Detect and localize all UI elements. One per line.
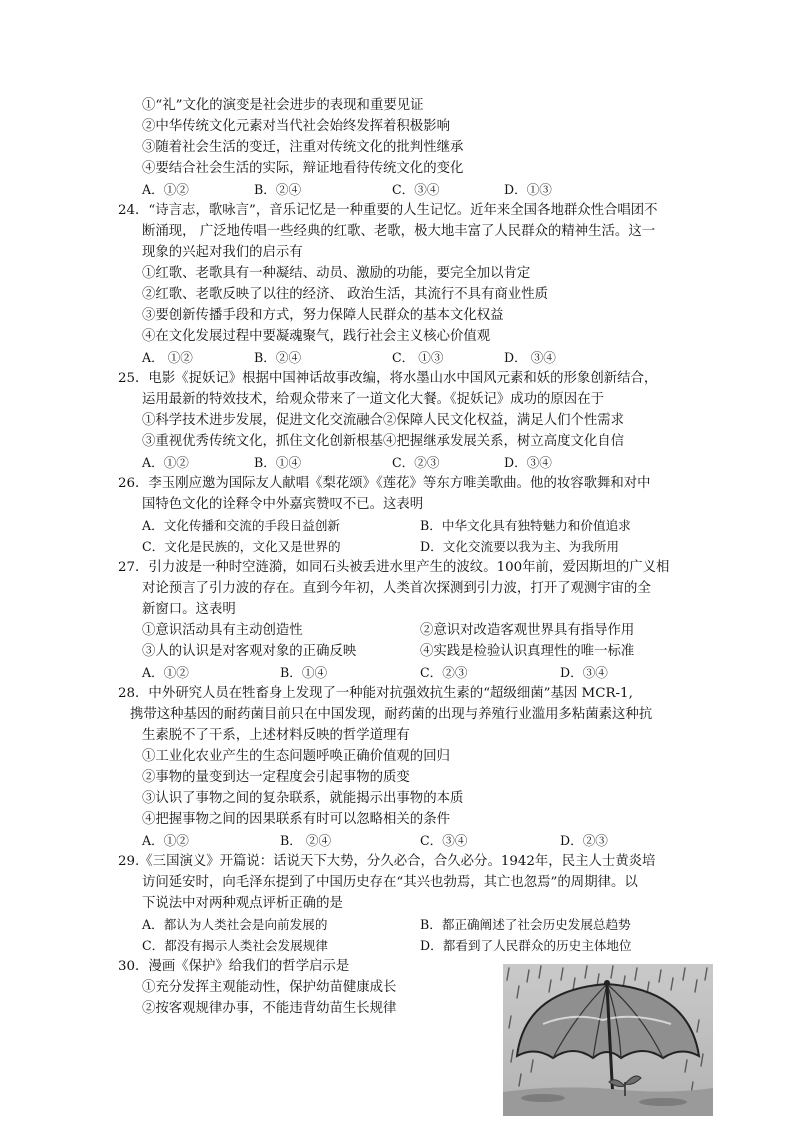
q23-option-c: C．③④ [392,182,440,197]
q25-option-b: B．①④ [254,455,302,470]
q27-option-d: D．③④ [560,665,608,680]
q23-option-b: B．②④ [254,182,302,197]
q29-option-b: B．都正确阐述了社会历史发展总趋势 [420,917,631,932]
q25-option-c: C．②③ [392,455,440,470]
q27-stem-line-1: 27．引力波是一种时空涟漪，如同石头被丢进水里产生的波纹。100年前，爱因斯坦的广义相 [118,560,670,575]
q24-stem-line-2: 断涌现， 广泛地传唱一些经典的红歌、老歌，极大地丰富了人民群众的精神生活。这一 [142,224,656,239]
q24-stem-line-3: 现象的兴起对我们的启示有 [142,245,303,260]
ground [503,1087,713,1116]
q29-stem-line-2: 访问延安时，向毛泽东提到了中国历史存在“其兴也勃焉，其亡也忽焉”的周期律。以 [142,875,638,890]
q30-statement-2: ②按客观规律办事，不能违背幼苗生长规律 [142,1001,397,1016]
q27-statement-2: ②意识对改造客观世界具有指导作用 [420,623,635,638]
q29-stem-line-1: 29.《三国演义》开篇说：话说天下大势，分久必合，合久必分。1942年，民主人士黄炎培 [118,854,656,869]
q30-statement-1: ①充分发挥主观能动性，保护幼苗健康成长 [142,980,397,995]
q23-option-a: A．①② [142,182,189,197]
q27-stem-line-2: 对论预言了引力波的存在。直到今年初，人类首次探测到引力波，打开了观测宇宙的全 [142,581,651,596]
q28-option-d: D．②③ [560,833,608,848]
umbrella-cartoon-image [503,964,713,1116]
q28-statement-3: ③认识了事物之间的复杂联系，就能揭示出事物的本质 [142,791,464,806]
q29-option-d: D．都看到了人民群众的历史主体地位 [420,938,632,953]
q24-option-c: C． ①③ [392,350,444,365]
q28-stem-line-1: 28．中外研究人员在牲畜身上发现了一种能对抗强效抗生素的“超级细菌”基因 MCR-1, [118,686,633,701]
q27-statement-4: ④实践是检验认识真理性的唯一标准 [420,644,635,659]
q23-statement-3: ③随着社会生活的变迁，注重对传统文化的批判性继承 [142,140,464,155]
q29-option-c: C．都没有揭示人类社会发展规律 [142,938,328,953]
q25-statements-3-4: ③重视优秀传统文化，抓住文化创新根基④把握继承发展关系，树立高度文化自信 [142,434,625,449]
q28-option-a: A．①② [142,833,189,848]
q24-statement-2: ②红歌、老歌反映了以往的经济、 政治生活，其流行不具有商业性质 [142,287,548,302]
q23-option-d: D．①③ [504,182,552,197]
q25-stem-line-1: 25．电影《捉妖记》根据中国神话故事改编，将水墨山水中国风元素和妖的形象创新结合， [118,371,658,386]
q28-stem-line-3: 生素脱不了干系，上述材料反映的哲学道理有 [142,728,410,743]
q29-stem-line-3: 下说法中对两种观点评析正确的是 [142,896,343,911]
q25-option-a: A．①② [142,455,189,470]
q23-statement-4: ④要结合社会生活的实际，辩证地看待传统文化的变化 [142,161,464,176]
q27-stem-line-3: 新窗口。这表明 [142,602,236,617]
q26-option-b: B．中华文化具有独特魅力和价值追求 [420,518,631,533]
q29-option-a: A．都认为人类社会是向前发展的 [142,917,328,932]
q25-option-d: D．③④ [504,455,552,470]
q24-stem-line-1: 24．“诗言志，歌咏言”，音乐记忆是一种重要的人生记忆。近年来全国各地群众性合唱团不 [118,203,658,218]
q28-statement-1: ①工业化农业产生的生态问题呼唤正确价值观的回归 [142,749,450,764]
q28-option-b: B． ②④ [280,833,332,848]
q25-stem-line-2: 运用最新的特效技术，给观众带来了一道文化大餐。《捉妖记》成功的原因在于 [142,392,604,407]
q26-option-a: A．文化传播和交流的手段日益创新 [142,518,341,533]
q24-statement-1: ①红歌、老歌具有一种凝结、动员、激励的功能，要完全加以肯定 [142,266,531,281]
q28-option-c: C．③④ [420,833,468,848]
q23-statement-2: ②中华传统文化元素对当代社会始终发挥着积极影响 [142,119,450,134]
q27-statement-1: ①意识活动具有主动创造性 [142,623,303,638]
q26-stem-line-2: 国特色文化的诠释令中外嘉宾赞叹不已。这表明 [142,497,424,512]
q24-option-d: D． ③④ [504,350,556,365]
q24-option-a: A． ①② [142,350,193,365]
q24-option-b: B．②④ [254,350,302,365]
q24-statement-3: ③要创新传播手段和方式，努力保障人民群众的基本文化权益 [142,308,504,323]
q26-option-c: C．文化是民族的，文化又是世界的 [142,539,341,554]
q24-statement-4: ④在文化发展过程中要凝魂聚气，践行社会主义核心价值观 [142,329,491,344]
q30-stem-line-1: 30．漫画《保护》给我们的哲学启示是 [118,959,350,974]
q27-option-a: A．①② [142,665,189,680]
q27-statement-3: ③人的认识是对客观对象的正确反映 [142,644,357,659]
q28-statement-4: ④把握事物之间的因果联系有时可以忽略相关的条件 [142,812,450,827]
q23-statement-1: ①“礼”文化的演变是社会进步的表现和重要见证 [142,98,424,113]
q25-statements-1-2: ①科学技术进步发展，促进文化交流融合②保障人民文化权益，满足人们个性需求 [142,413,625,428]
q28-stem-line-2: 携带这种基因的耐药菌目前只在中国发现，耐药菌的出现与养殖行业滥用多粘菌素这种抗 [130,707,653,722]
q26-option-d: D．文化交流要以我为主、为我所用 [420,539,620,554]
q28-statement-2: ②事物的量变到达一定程度会引起事物的质变 [142,770,410,785]
q26-stem-line-1: 26．李玉刚应邀为国际友人献唱《梨花颂》《莲花》等东方唯美歌曲。他的妆容歌舞和对中 [118,476,651,491]
q27-option-c: C．②③ [420,665,468,680]
q27-option-b: B．①④ [280,665,328,680]
